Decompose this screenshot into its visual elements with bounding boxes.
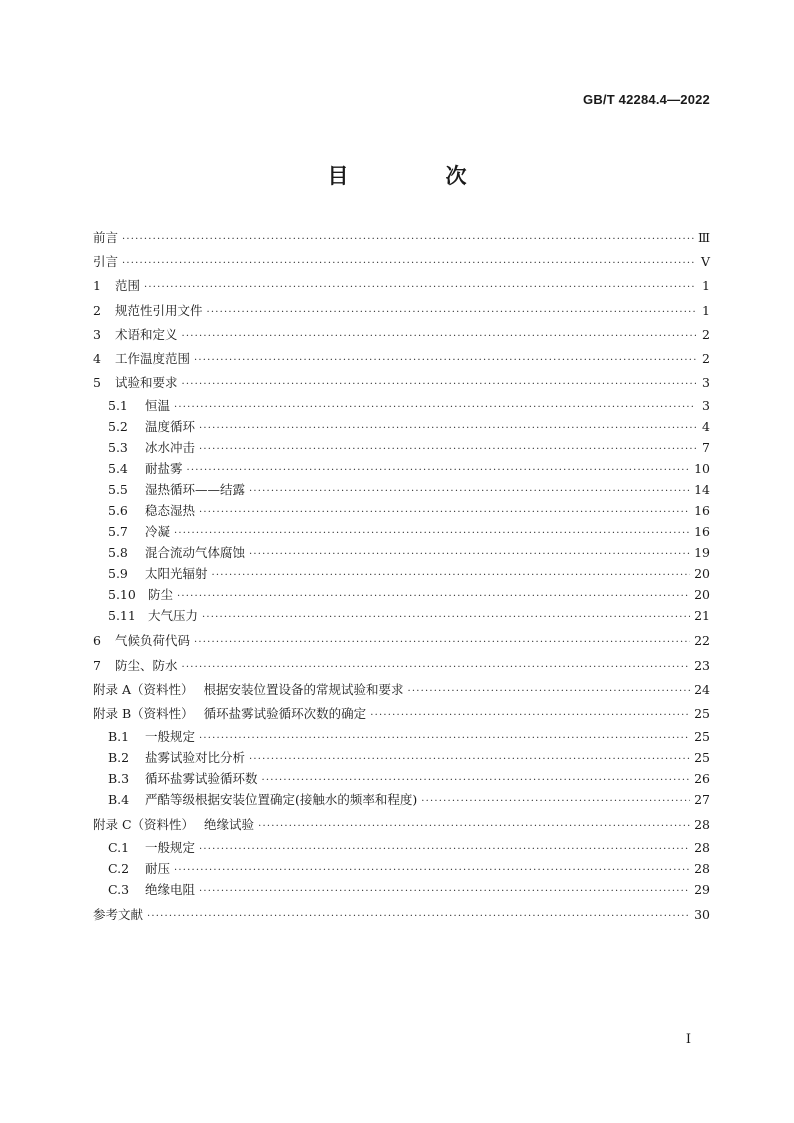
toc-entry-page: 10	[694, 461, 710, 477]
toc-entry-page: 30	[694, 907, 710, 923]
toc-entry-page: 22	[694, 633, 710, 649]
toc-entry-label: 恒温	[145, 398, 171, 414]
toc-entry-page: 28	[694, 861, 710, 877]
toc-leader-dots	[182, 325, 696, 349]
toc-entry-number: 5.11	[108, 608, 136, 624]
toc-entry[interactable]	[93, 226, 710, 250]
toc-entry-label: 湿热循环——结露	[145, 482, 246, 498]
toc-leader-dots	[207, 301, 696, 325]
toc-entry-page: 26	[694, 771, 710, 787]
toc-entry-label: 混合流动气体腐蚀	[145, 545, 246, 561]
toc-leader-dots	[249, 544, 690, 565]
toc-entry[interactable]	[93, 395, 710, 416]
toc-entry-label: 耐盐雾	[145, 461, 183, 477]
toc-entry-label: 防尘	[148, 587, 174, 603]
toc-leader-dots	[212, 565, 691, 586]
toc-entry-page: 3	[702, 375, 710, 391]
toc-entry-number: 6	[93, 633, 101, 649]
toc-entry-label: 温度循环	[145, 419, 196, 435]
toc-entry[interactable]	[93, 702, 710, 726]
toc-title: 目 次	[327, 164, 505, 188]
toc-leader-dots	[199, 439, 696, 460]
toc-entry[interactable]	[93, 789, 710, 810]
toc-entry[interactable]	[93, 500, 710, 521]
toc-entry-label: 绝缘电阻	[145, 882, 196, 898]
toc-entry-label: 冷凝	[145, 524, 171, 540]
toc-entry-label: 引言	[93, 254, 119, 270]
toc-leader-dots	[421, 791, 690, 812]
toc-entry[interactable]	[93, 678, 710, 702]
toc-entry[interactable]	[93, 371, 710, 395]
toc-entry-number: 5.1	[108, 398, 128, 414]
toc-entry[interactable]	[93, 299, 710, 323]
toc-entry-page: 21	[694, 608, 710, 624]
toc-leader-dots	[199, 418, 696, 439]
toc-leader-dots	[194, 631, 690, 655]
toc-entry-number: 附录 B（资料性）	[93, 705, 194, 721]
toc-entry-label: 冰水冲击	[145, 440, 196, 456]
toc-entry-page: 14	[694, 482, 710, 498]
page-number: Ⅰ	[685, 1032, 691, 1047]
toc-entry-number: 附录 A（资料性）	[93, 681, 194, 697]
toc-entry-page: 28	[694, 817, 710, 833]
toc-entry-number: 5.8	[108, 545, 128, 561]
toc-entry[interactable]	[93, 747, 710, 768]
toc-leader-dots	[144, 276, 696, 300]
toc-entry-page: 27	[694, 792, 710, 808]
toc-entry-page: 2	[702, 350, 710, 366]
toc-entry-number: C.3	[108, 882, 130, 898]
toc-entry[interactable]	[93, 584, 710, 605]
toc-leader-dots	[187, 460, 691, 481]
toc-entry-label: 一般规定	[145, 729, 196, 745]
toc-entry-number: 1	[93, 278, 101, 294]
toc-leader-dots	[147, 905, 690, 929]
toc-entry-label: 大气压力	[148, 608, 199, 624]
toc-entry-page: 20	[694, 587, 710, 603]
toc-leader-dots	[177, 586, 690, 607]
toc-entry-page: 23	[694, 657, 710, 673]
toc-entry-page: 25	[694, 729, 710, 745]
toc-entry-label: 气候负荷代码	[115, 633, 191, 649]
toc-entry-number: 5.7	[108, 524, 128, 540]
toc-entry-page: 3	[702, 398, 710, 414]
toc-entry-label: 严酷等级根据安装位置确定(接触水的频率和程度)	[145, 792, 418, 808]
toc-leader-dots	[249, 481, 690, 502]
toc-entry-label: 工作温度范围	[115, 350, 191, 366]
toc-entry-number: B.3	[108, 771, 130, 787]
toc-entry-label: 绝缘试验	[204, 817, 255, 833]
toc-entry-number: 5.5	[108, 482, 128, 498]
toc-entry-page: 29	[694, 882, 710, 898]
toc-entry-label: 试验和要求	[115, 375, 178, 391]
toc-entry-label: 太阳光辐射	[145, 566, 208, 582]
toc-entry[interactable]	[93, 563, 710, 584]
toc-entry-label: 稳态湿热	[145, 503, 196, 519]
toc-leader-dots	[174, 860, 690, 881]
toc-entry[interactable]	[93, 250, 710, 274]
toc-leader-dots	[370, 704, 690, 728]
toc-entry-label: 术语和定义	[115, 326, 178, 342]
toc-leader-dots	[199, 839, 690, 860]
toc-entry-number: 7	[93, 657, 101, 673]
toc-leader-dots	[174, 397, 696, 418]
toc-entry-label: 前言	[93, 230, 119, 245]
toc-leader-dots	[199, 881, 690, 902]
toc-leader-dots	[182, 373, 696, 397]
toc-entry-page: 4	[702, 419, 710, 435]
toc-entry[interactable]	[93, 542, 710, 563]
toc-entry-label: 盐雾试验对比分析	[145, 750, 246, 766]
toc-entry[interactable]	[93, 347, 710, 371]
toc-leader-dots	[408, 680, 691, 704]
toc-entry-number: 3	[93, 326, 101, 342]
toc-leader-dots	[122, 252, 696, 276]
toc-entry-label: 规范性引用文件	[115, 302, 203, 318]
toc-entry-page: 25	[694, 750, 710, 766]
toc-entry[interactable]	[93, 629, 710, 653]
toc-entry-number: 4	[93, 350, 101, 366]
toc-entry-page: Ⅲ	[697, 230, 710, 245]
toc-entry-number: 附录 C（资料性）	[93, 817, 195, 833]
toc-entry-label: 循环盐雾试验循环次数的确定	[203, 705, 367, 721]
toc-entry-page: 2	[702, 326, 710, 342]
toc-leader-dots	[182, 656, 691, 680]
toc-entry-label: 循环盐雾试验循环数	[145, 771, 258, 787]
toc-entry-label: 一般规定	[145, 840, 196, 856]
toc-entry-number: C.1	[108, 840, 130, 856]
toc-entry[interactable]	[93, 654, 710, 678]
toc-leader-dots	[194, 349, 696, 373]
toc-entry[interactable]	[93, 813, 710, 837]
toc-entry[interactable]	[93, 879, 710, 900]
toc-entry[interactable]	[93, 768, 710, 789]
toc-entry-page: 1	[702, 278, 710, 294]
toc-entry-number: 5.3	[108, 440, 128, 456]
toc-entry-page: 16	[694, 503, 710, 519]
toc-entry[interactable]	[93, 416, 710, 437]
toc-entry[interactable]	[93, 903, 710, 927]
toc-entry[interactable]	[93, 437, 710, 458]
toc-leader-dots	[199, 728, 690, 749]
toc-entry[interactable]	[93, 837, 710, 858]
toc-entry-page: 28	[694, 840, 710, 856]
toc-entry[interactable]	[93, 479, 710, 500]
table-of-contents	[93, 226, 710, 927]
toc-entry[interactable]	[93, 605, 710, 626]
toc-entry-page: 1	[702, 302, 710, 318]
toc-entry-page: Ⅴ	[700, 254, 710, 270]
toc-entry-page: 19	[694, 545, 710, 561]
toc-entry-page: 16	[694, 524, 710, 540]
toc-leader-dots	[249, 749, 690, 770]
toc-entry-number: 2	[93, 302, 101, 318]
toc-entry-number: 5	[93, 375, 101, 391]
toc-entry[interactable]	[93, 521, 710, 542]
toc-entry[interactable]	[93, 458, 710, 479]
toc-entry-number: C.2	[108, 861, 130, 877]
toc-entry-number: 5.4	[108, 461, 128, 477]
toc-entry-number: 5.9	[108, 566, 128, 582]
toc-entry-label: 防尘、防水	[115, 657, 178, 673]
toc-entry-number: B.2	[108, 750, 130, 766]
toc-leader-dots	[174, 523, 690, 544]
toc-entry-number: 5.2	[108, 419, 128, 435]
toc-entry-number: B.1	[108, 729, 130, 745]
toc-entry-label: 根据安装位置设备的常规试验和要求	[203, 681, 404, 697]
toc-entry[interactable]	[93, 858, 710, 879]
toc-entry-page: 24	[694, 681, 710, 697]
toc-leader-dots	[199, 502, 690, 523]
toc-entry-page: 7	[702, 440, 710, 456]
toc-leader-dots	[262, 770, 691, 791]
toc-entry-number: B.4	[108, 792, 130, 808]
toc-entry-label: 范围	[115, 278, 141, 294]
toc-entry[interactable]	[93, 274, 710, 298]
toc-leader-dots	[258, 815, 690, 839]
toc-entry[interactable]	[93, 323, 710, 347]
toc-entry-label: 耐压	[145, 861, 171, 877]
toc-entry[interactable]	[93, 726, 710, 747]
toc-leader-dots	[202, 607, 690, 628]
toc-entry-page: 20	[694, 566, 710, 582]
standard-code: GB/T 42284.4—2022	[583, 92, 710, 107]
toc-entry-label: 参考文献	[93, 907, 144, 923]
toc-leader-dots	[122, 228, 694, 252]
toc-entry-page: 25	[694, 705, 710, 721]
toc-entry-number: 5.10	[108, 587, 136, 603]
toc-entry-number: 5.6	[108, 503, 128, 519]
